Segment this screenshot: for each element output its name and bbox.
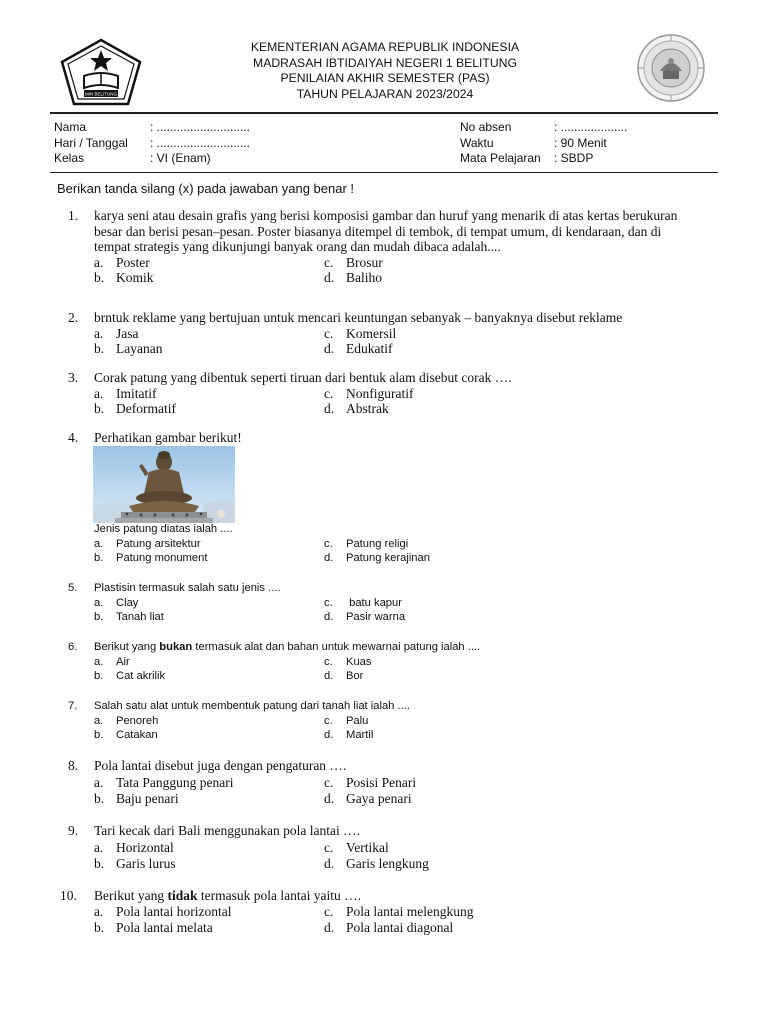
option-b[interactable]: b. Garis lurus [94, 856, 176, 871]
question-text: Perhatikan gambar berikut! [94, 430, 242, 445]
option-d[interactable]: d. Gaya penari [324, 791, 412, 806]
option-c[interactable]: c. Posisi Penari [324, 774, 417, 790]
info-divider [50, 172, 718, 173]
question-4-options [60, 522, 700, 566]
option-d[interactable]: d. Pola lantai diagonal [324, 920, 454, 935]
option-d[interactable]: d. Garis lengkung [324, 856, 429, 871]
option-b[interactable]: b. Patung monument [94, 552, 208, 565]
academic-year: TAHUN PELAJARAN 2023/2024 [296, 86, 474, 101]
question-5 [60, 581, 700, 625]
option-d[interactable]: d. Baliho [324, 270, 382, 285]
question-text-post: termasuk pola lantai yaitu …. [197, 888, 361, 903]
question-number: 6. [68, 641, 78, 653]
option-c[interactable]: c. Komersil [324, 325, 397, 341]
question-text: karya seni atau desain grafis yang berisi komposisi gambar dan huruf yang menarik di atas kertas berukuran besar dan berisi pesan–pesan. Poster biasanya ditempel di tembok, di tempat umum, di kendaraan, dan di tempat strategis yang dikunjungi banyak orang dan mudah dibaca adalah.... [94, 208, 678, 254]
option-c[interactable]: c. Brosur [324, 254, 383, 270]
question-text: Corak patung yang dibentuk seperti tiruan dari bentuk alam disebut corak …. [94, 370, 512, 385]
question-6 [60, 640, 700, 684]
question-text-bold: tidak [167, 888, 198, 903]
question-number: 9. [68, 823, 79, 838]
question-number: 3. [68, 370, 79, 385]
name-field[interactable]: : ............................ [150, 120, 251, 134]
logo-left-text: MIN BELITUNG [84, 91, 118, 97]
question-3 [60, 370, 700, 417]
buddha-statue-image [93, 446, 235, 523]
question-text-pre: Berikut yang [94, 888, 168, 903]
option-b[interactable]: b. Pola lantai melata [94, 920, 213, 935]
option-d[interactable]: d. Edukatif [324, 341, 393, 356]
question-8 [60, 758, 700, 808]
option-a[interactable]: a. Patung arsitektur [94, 537, 201, 550]
option-a[interactable]: a. Clay [94, 596, 139, 609]
question-text: Pola lantai disebut juga dengan pengaturan …. [94, 758, 347, 773]
option-a[interactable]: a. Jasa [94, 325, 139, 341]
option-d[interactable]: d. Patung kerajinan [324, 552, 430, 565]
option-a[interactable]: a. Pola lantai horizontal [94, 904, 232, 919]
question-number: 1. [68, 208, 79, 223]
option-c[interactable]: c. Palu [324, 714, 369, 727]
option-d[interactable]: d. Pasir warna [324, 611, 406, 624]
ministry-title: KEMENTERIAN AGAMA REPUBLIK INDONESIA [250, 40, 520, 54]
question-number: 10. [60, 888, 77, 903]
class-value: : VI (Enam) [150, 151, 211, 165]
question-text: Plastisin termasuk salah satu jenis .... [94, 582, 281, 594]
option-d[interactable]: d. Martil [324, 729, 374, 742]
option-d[interactable]: d. Abstrak [324, 401, 389, 416]
question-text: Salah satu alat untuk membentuk patung dari tanah liat ialah .... [94, 700, 410, 712]
question-2 [60, 310, 700, 357]
question-text-post: termasuk alat dan bahan untuk mewarnai patung ialah .... [192, 641, 481, 653]
date-label: Hari / Tanggal [54, 135, 128, 150]
option-a[interactable]: a. Penoreh [94, 714, 159, 727]
question-9 [60, 823, 700, 873]
absen-field[interactable]: : .................... [554, 120, 628, 134]
option-a[interactable]: a. Poster [94, 254, 150, 270]
date-field[interactable]: : ............................ [150, 135, 251, 150]
header-divider [50, 112, 718, 114]
question-10 [60, 888, 700, 936]
student-info-right [460, 120, 627, 167]
question-number: 7. [68, 700, 78, 712]
subject-value: : SBDP [554, 151, 594, 165]
name-label: Nama [54, 120, 87, 134]
option-b[interactable]: b. Deformatif [94, 401, 176, 416]
question-number: 4. [68, 430, 79, 445]
question-number: 2. [68, 310, 79, 325]
option-b[interactable]: b. Layanan [94, 341, 163, 356]
option-c[interactable]: c. batu kapur [324, 596, 402, 609]
option-c[interactable]: c. Patung religi [324, 537, 409, 550]
option-c[interactable]: c. Nonfiguratif [324, 385, 414, 401]
option-d[interactable]: d. Bor [324, 670, 364, 683]
question-4 [60, 430, 700, 446]
question-text-pre: Berikut yang [94, 641, 160, 653]
madrasah-logo [60, 38, 142, 106]
student-info-left [54, 120, 250, 167]
question-text: brntuk reklame yang bertujuan untuk mencari keuntungan sebanyak – banyaknya disebut reklame [94, 310, 623, 325]
question-number: 8. [68, 758, 79, 773]
option-c[interactable]: c. Pola lantai melengkung [324, 904, 474, 919]
option-a[interactable]: a. Tata Panggung penari [94, 774, 234, 790]
option-b[interactable]: b. Baju penari [94, 791, 179, 806]
time-value: : 90 Menit [554, 135, 607, 150]
question-subtext: Jenis patung diatas ialah .... [94, 523, 233, 535]
option-c[interactable]: c. Vertikal [324, 839, 389, 855]
option-a[interactable]: a. Air [94, 655, 130, 668]
class-label: Kelas [54, 151, 85, 165]
subject-label: Mata Pelajaran [460, 151, 541, 165]
question-number: 5. [68, 582, 78, 594]
option-b[interactable]: b. Catakan [94, 729, 158, 742]
option-a[interactable]: a. Horizontal [94, 839, 174, 855]
document-header [180, 40, 590, 102]
school-name: MADRASAH IBTIDAIYAH NEGERI 1 BELITUNG [253, 55, 517, 70]
option-b[interactable]: b. Komik [94, 270, 154, 285]
option-b[interactable]: b. Tanah liat [94, 611, 164, 624]
option-a[interactable]: a. Imitatif [94, 385, 157, 401]
option-c[interactable]: c. Kuas [324, 655, 372, 668]
option-b[interactable]: b. Cat akrilik [94, 670, 166, 683]
question-text: Tari kecak dari Bali menggunakan pola lantai …. [94, 823, 360, 838]
question-7 [60, 699, 700, 743]
instruction: Berikan tanda silang (x) pada jawaban yang benar ! [57, 181, 355, 196]
school-seal-logo [630, 33, 712, 103]
question-1 [60, 208, 700, 286]
question-text-bold: bukan [159, 641, 193, 653]
time-label: Waktu [460, 135, 494, 150]
absen-label: No absen [460, 120, 512, 134]
exam-title: PENILAIAN AKHIR SEMESTER (PAS) [280, 71, 490, 85]
